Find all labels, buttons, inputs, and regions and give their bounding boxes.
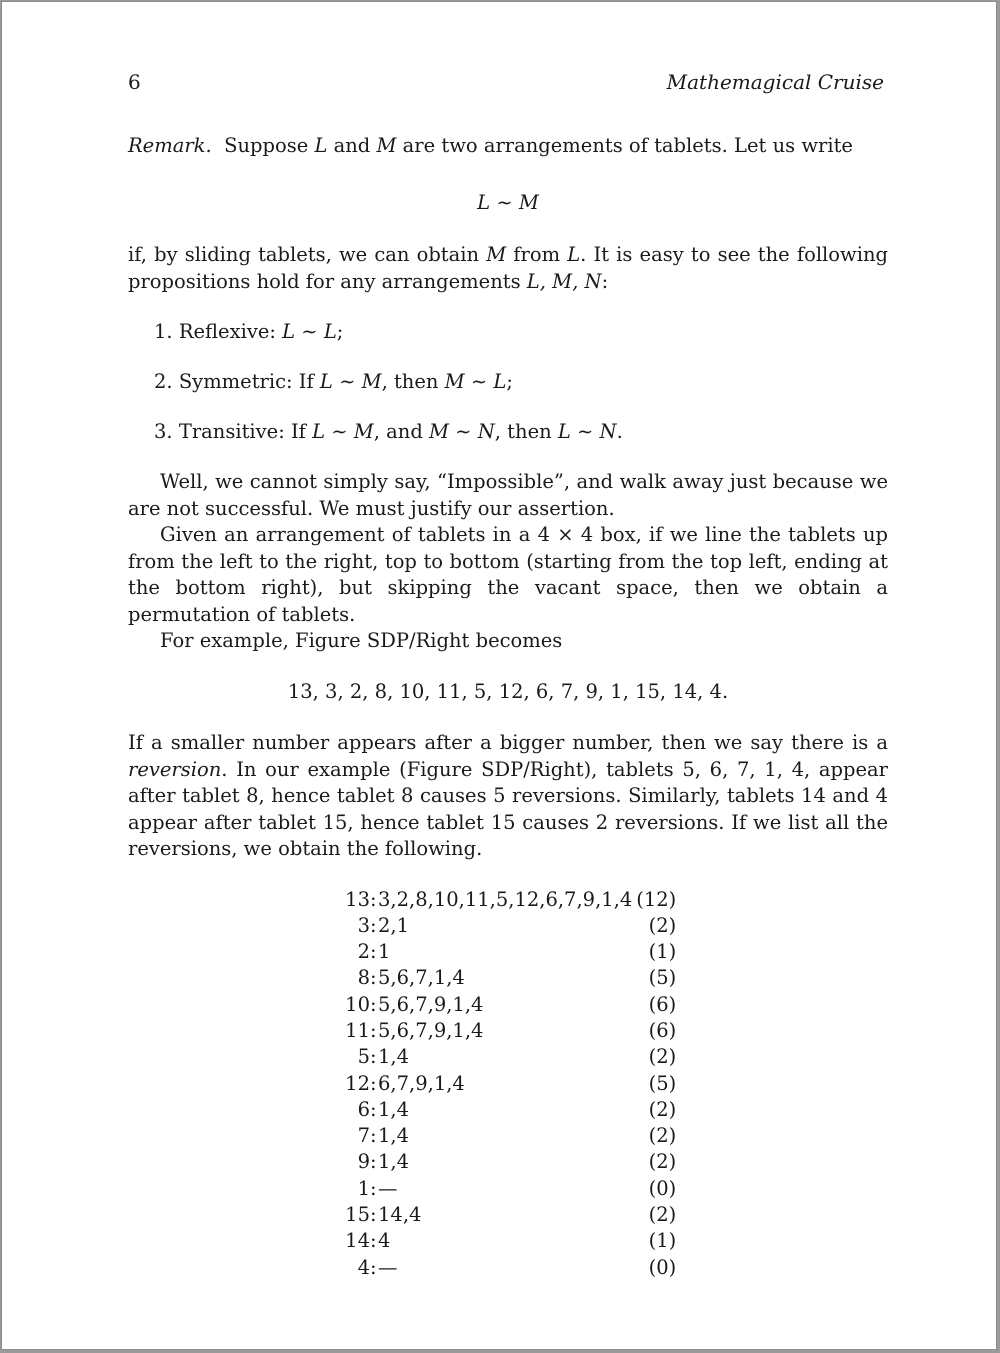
reversion-tablet: 7 [357, 1124, 370, 1148]
colon: : [370, 913, 377, 937]
reversion-list: 14,4 [378, 1203, 422, 1227]
colon: : [370, 1150, 377, 1174]
colon: : [370, 1018, 377, 1042]
reversion-tablet: 10 [345, 992, 370, 1016]
reversion-count: (6) [648, 1018, 677, 1042]
reversion-paragraph: If a smaller number appears after a bigger number, then we say there is a reversion. In our example (Figure SDP/Right), tablets 5, 6, 7, 1, 4, appear after tablet 8, hence tablet 8 causes 5 reversions. Similarly, tablets 14 and 4 appear after tablet 15, hence tablet 15 causes 2 reversions. If we list all the reversions, we obtain the following. [128, 731, 888, 860]
reversion-count: (2) [648, 1097, 677, 1121]
proposition-transitive: 3. Transitive: If L ∼ M, and M ∼ N, then L ∼ N. [154, 420, 623, 443]
colon: : [370, 1229, 377, 1253]
colon: : [370, 940, 377, 964]
colon: : [370, 1176, 377, 1200]
reversion-list: 2,1 [378, 913, 410, 937]
table-row [340, 887, 676, 913]
table-row [340, 1228, 676, 1254]
proposition-reflexive: 1. Reflexive: L ∼ L; [154, 320, 344, 343]
colon: : [370, 1124, 377, 1148]
colon: : [370, 887, 377, 911]
reversion-list: 5,6,7,9,1,4 [378, 1018, 484, 1042]
reversion-list: 5,6,7,9,1,4 [378, 992, 484, 1016]
reversion-list: — [378, 1176, 398, 1200]
reversion-list: 1 [378, 940, 391, 964]
colon: : [370, 1255, 377, 1279]
reversion-tablet: 6 [357, 1097, 370, 1121]
reversion-tablet: 15 [345, 1203, 370, 1227]
reversion-tablet: 13 [345, 887, 370, 911]
reversion-term: reversion [128, 757, 222, 781]
reversion-count: (2) [648, 1203, 677, 1227]
reversion-list: 1,4 [378, 1124, 410, 1148]
reversions-table-body [340, 887, 676, 1281]
page-number: 6 [128, 70, 141, 94]
remark-label: Remark. [128, 134, 212, 157]
table-row [340, 992, 676, 1018]
permutation-paragraph: Given an arrangement of tablets in a 4 × 4 box, if we line the tablets up from the left to the right, top to bottom (starting from the top left, ending at the bottom right), but skipping the vacant space, then we obtain a permutation of tablets. [128, 523, 888, 626]
running-header [128, 70, 884, 98]
propositions-list [128, 319, 888, 446]
reversion-count: (0) [648, 1176, 677, 1200]
table-row [340, 1071, 676, 1097]
reversion-count: (1) [648, 1229, 677, 1253]
reversion-tablet: 2 [357, 940, 370, 964]
reversions-table [340, 887, 676, 1281]
propositions-intro: if, by sliding tablets, we can obtain M from L. It is easy to see the following propositions hold for any arrangements L, M, N: [128, 243, 888, 293]
table-row [340, 965, 676, 991]
table-row [340, 1044, 676, 1070]
reversion-tablet: 12 [345, 1071, 370, 1095]
reversion-list: 1,4 [378, 1150, 410, 1174]
colon: : [370, 1203, 377, 1227]
reversion-tablet: 5 [357, 1045, 370, 1069]
colon: : [370, 966, 377, 990]
justify-paragraph: Well, we cannot simply say, “Impossible”, and walk away just because we are not successful. We must justify our assertion. [128, 470, 888, 520]
running-title: Mathemagical Cruise [666, 70, 884, 94]
reversion-tablet: 1 [357, 1176, 370, 1200]
reversion-tablet: 3 [357, 913, 370, 937]
table-row [340, 939, 676, 965]
reversion-count: (2) [648, 1150, 677, 1174]
table-row [340, 1123, 676, 1149]
reversion-list: 5,6,7,1,4 [378, 966, 465, 990]
reversion-count: (12) [636, 887, 677, 911]
reversion-list: — [378, 1255, 398, 1279]
reversion-list: 4 [378, 1229, 391, 1253]
reversion-count: (2) [648, 913, 677, 937]
table-row [340, 1202, 676, 1228]
reversion-count: (0) [648, 1255, 677, 1279]
colon: : [370, 992, 377, 1016]
display-relation: L ∼ M [477, 190, 539, 214]
table-row [340, 913, 676, 939]
reversion-count: (5) [648, 1071, 677, 1095]
colon: : [370, 1097, 377, 1121]
reversion-list: 6,7,9,1,4 [378, 1071, 465, 1095]
table-row [340, 1018, 676, 1044]
reversion-tablet: 4 [357, 1255, 370, 1279]
reversion-tablet: 14 [345, 1229, 370, 1253]
reversion-tablet: 8 [357, 966, 370, 990]
colon: : [370, 1071, 377, 1095]
book-page [1, 1, 997, 1350]
table-row [340, 1176, 676, 1202]
table-row [340, 1097, 676, 1123]
reversion-list: 1,4 [378, 1097, 410, 1121]
colon: : [370, 1045, 377, 1069]
reversion-count: (2) [648, 1045, 677, 1069]
proposition-symmetric: 2. Symmetric: If L ∼ M, then M ∼ L; [154, 370, 513, 393]
reversion-tablet: 9 [357, 1150, 370, 1174]
reversion-count: (1) [648, 940, 677, 964]
permutation-display: 13, 3, 2, 8, 10, 11, 5, 12, 6, 7, 9, 1, 15, 14, 4. [287, 679, 729, 703]
reversion-count: (6) [648, 992, 677, 1016]
reversion-list: 3,2,8,10,11,5,12,6,7,9,1,4 [378, 887, 633, 911]
reversion-count: (5) [648, 966, 677, 990]
example-paragraph: For example, Figure SDP/Right becomes [160, 629, 563, 652]
reversion-list: 1,4 [378, 1045, 410, 1069]
table-row [340, 1255, 676, 1281]
page-body [128, 133, 888, 1281]
reversion-tablet: 11 [345, 1018, 370, 1042]
reversion-count: (2) [648, 1124, 677, 1148]
remark-paragraph: Remark. Suppose L and M are two arrangements of tablets. Let us write [128, 134, 853, 157]
table-row [340, 1149, 676, 1175]
